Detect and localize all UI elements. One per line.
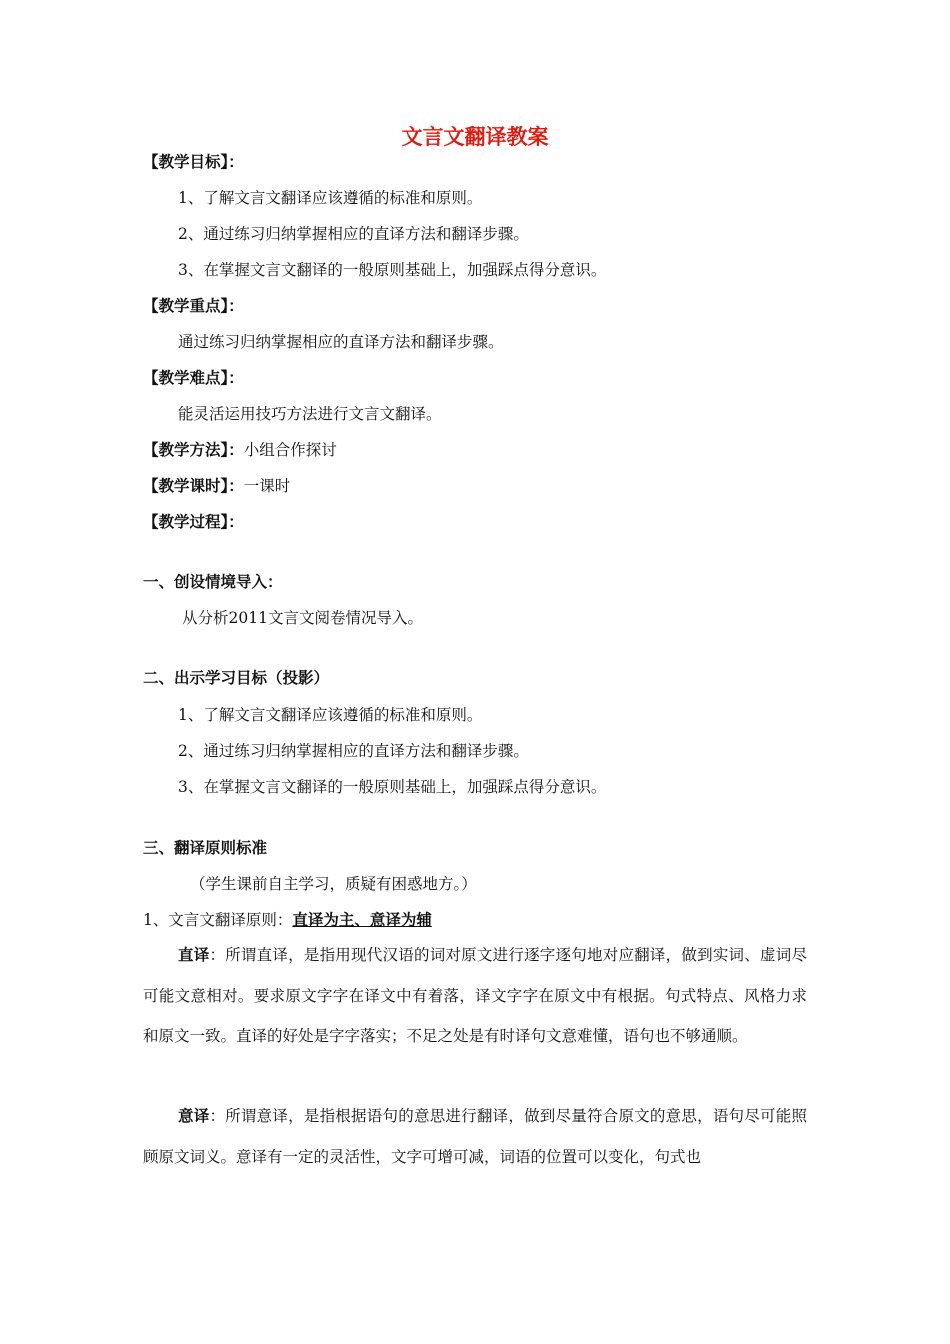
section1-text: 从分析2011文言文阅卷情况导入。 (182, 609, 423, 627)
section2-item-1: 1、了解文言文翻译应该遵循的标准和原则。 (178, 706, 483, 724)
method-value: 小组合作探讨 (243, 441, 337, 459)
section3-heading: 三、翻译原则标准 (143, 838, 268, 857)
free-label: 意译 (178, 1106, 210, 1125)
objective-item-1: 1、了解文言文翻译应该遵循的标准和原则。 (178, 189, 483, 207)
objective-item-2: 2、通过练习归纳掌握相应的直译方法和翻译步骤。 (178, 225, 529, 243)
principle-emphasis: 直译为主、意译为辅 (292, 910, 432, 929)
free-translation-paragraph (143, 1096, 807, 1177)
page-title: 文言文翻译教案 (401, 124, 549, 149)
key-point-label: 【教学重点】： (143, 296, 244, 315)
objective-item-3: 3、在掌握文言文翻译的一般原则基础上，加强踩点得分意识。 (178, 261, 607, 279)
free-text: ：所谓意译，是指根据语句的意思进行翻译，做到尽量符合原文的意思，语句尽可能照顾原文词义。意译有一定的灵活性，文字可增可减，词语的位置可以变化，句式也 (143, 1107, 807, 1166)
hours-row (143, 474, 290, 498)
method-label: 【教学方法】： (143, 440, 244, 459)
hours-label: 【教学课时】： (143, 476, 244, 495)
method-row (143, 438, 337, 462)
section1-heading: 一、创设情境导入： (143, 572, 283, 591)
difficulty-text: 能灵活运用技巧方法进行文言文翻译。 (178, 405, 442, 423)
literal-text: ：所谓直译，是指用现代汉语的词对原文进行逐字逐句地对应翻译，做到实词、虚词尽可能文意相对。要求原文字字在译文中有着落，译文字字在原文中有根据。句式特点、风格力求和原文一致。直译的好处是字字落实；不足之处是有时译句文意难懂，语句也不够通顺。 (143, 946, 807, 1045)
principle-prefix: 1、文言文翻译原则： (143, 911, 293, 929)
section2-heading: 二、出示学习目标（投影） (143, 668, 330, 687)
hours-value: 一课时 (243, 477, 291, 495)
section3-note: （学生课前自主学习，质疑有困惑地方。） (190, 875, 477, 893)
section2-item-2: 2、通过练习归纳掌握相应的直译方法和翻译步骤。 (178, 742, 529, 760)
difficulty-label: 【教学难点】： (143, 368, 244, 387)
principle-line (143, 908, 432, 932)
literal-label: 直译 (178, 945, 210, 964)
process-label: 【教学过程】： (143, 512, 244, 531)
section2-item-3: 3、在掌握文言文翻译的一般原则基础上，加强踩点得分意识。 (178, 778, 607, 796)
objectives-label: 【教学目标】： (143, 152, 244, 171)
literal-translation-paragraph (143, 935, 807, 1057)
key-point-text: 通过练习归纳掌握相应的直译方法和翻译步骤。 (178, 333, 504, 351)
